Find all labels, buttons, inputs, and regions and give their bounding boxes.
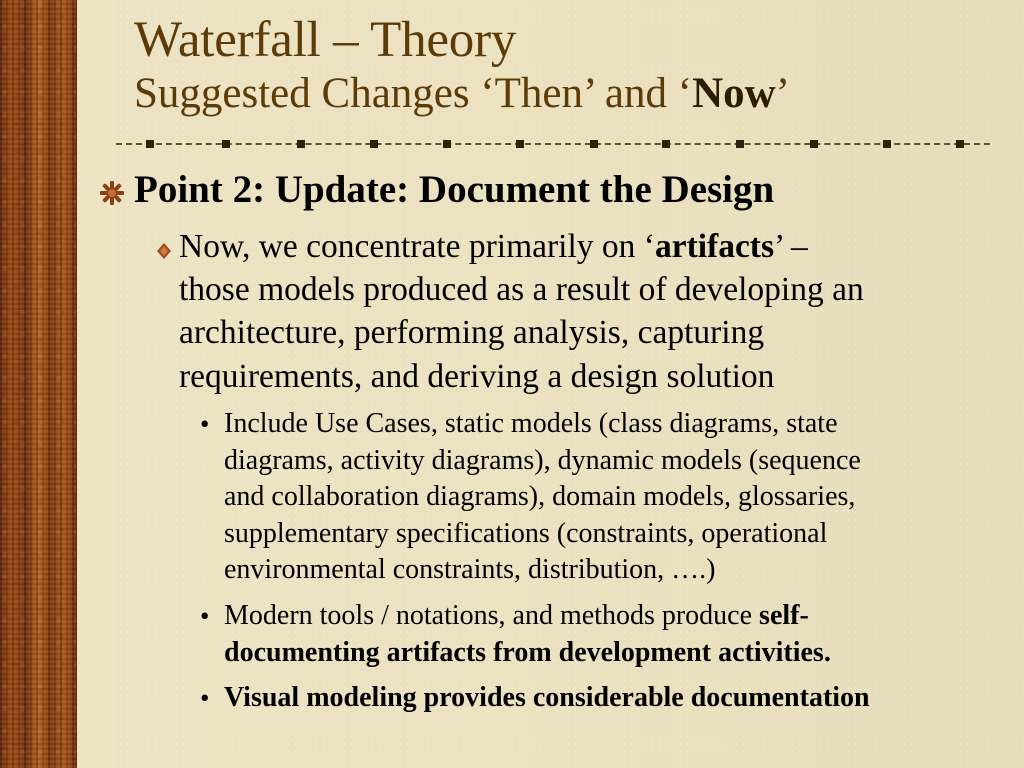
self-documenting-start: self- [759, 600, 809, 631]
paragraph-prefix: Now, we concentrate primarily on ‘ [179, 228, 655, 265]
subbullet-lines [224, 406, 1004, 589]
subbullet-line: and collaboration diagrams), domain models, glossaries, [224, 481, 856, 512]
paragraph-line: those models produced as a result of developing an [179, 271, 864, 309]
subbullet-line: Include Use Cases, static models (class diagrams, state [224, 408, 838, 439]
subtitle-suffix: ’ [775, 70, 790, 117]
bullet-marker: • [200, 683, 210, 713]
artifacts-word: artifacts [654, 228, 775, 265]
subbullet-line: documenting artifacts from development activities. [224, 636, 831, 668]
paragraph-line [179, 225, 999, 268]
modern-tools-prefix: Modern tools / notations, and methods produce [224, 600, 760, 631]
bullet-marker: • [200, 409, 210, 439]
bullet-marker: • [200, 601, 210, 631]
subbullet-line: environmental constraints, distribution, ….) [224, 554, 716, 585]
slide-title: Waterfall – Theory [134, 12, 517, 68]
diamond-icon [155, 242, 173, 260]
subbullet-lines [224, 680, 1004, 717]
paragraph-line: architecture, performing analysis, capturing [179, 314, 765, 352]
subbullet-line [224, 598, 1004, 635]
subtitle-now: Now [692, 70, 776, 117]
paragraph-line: requirements, and deriving a design solution [179, 357, 775, 395]
subbullet-line: diagrams, activity diagrams), dynamic models (sequence [224, 444, 861, 476]
artifact-paragraph [179, 225, 999, 398]
subbullet-line: Visual modeling provides considerable documentation [224, 682, 870, 713]
asterisk-icon [99, 180, 125, 206]
subtitle-prefix: Suggested Changes ‘Then’ and ‘ [134, 70, 693, 117]
subbullet-line: supplementary specifications (constraints, operational [224, 517, 828, 549]
paragraph-suffix: ’ – [774, 228, 808, 265]
point-2-heading: Point 2: Update: Document the Design [134, 168, 775, 211]
subbullet-lines [224, 598, 1004, 671]
